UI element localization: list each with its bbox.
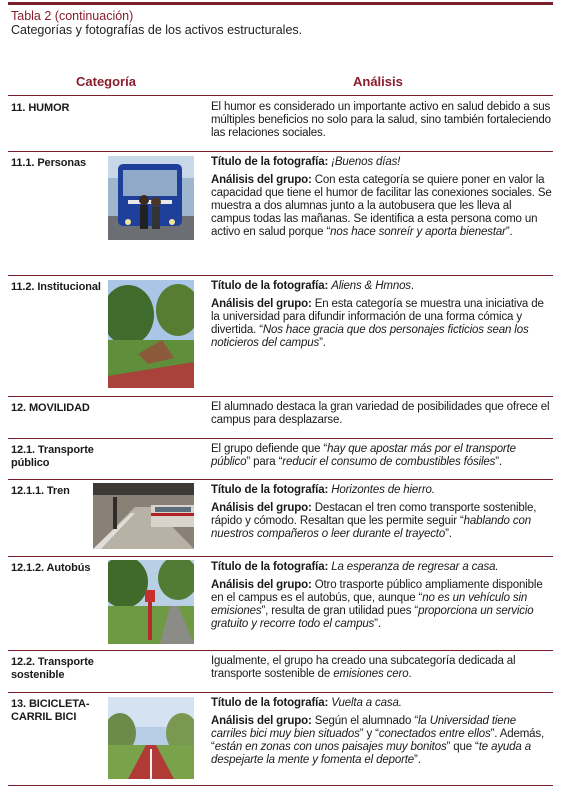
photo-title-label: Título de la fotografía:: [211, 484, 329, 496]
group-analysis-label: Análisis del grupo:: [211, 579, 312, 591]
analysis-quote: no es un vehículo sin emisiones: [211, 592, 528, 617]
photo-title-label: Título de la fotografía:: [211, 280, 329, 292]
analysis-text: En esta categoría se muestra una iniciativa de la universidad para difundir información de una forma cómica y divertida. “: [211, 298, 544, 336]
analysis-text: ” para “: [246, 456, 283, 468]
category-label: 11. HUMOR: [11, 102, 70, 114]
analysis-quote: te ayuda a despejarte la mente y fomenta el deporte: [211, 741, 531, 766]
table-row: [8, 396, 553, 439]
table-row: [8, 650, 553, 693]
header-category: Categoría: [76, 74, 136, 89]
analysis-end: ”.: [495, 456, 502, 468]
group-analysis-label: Análisis del grupo:: [211, 715, 312, 727]
photo-title-label: Título de la fotografía:: [211, 156, 329, 168]
analysis-quote: reducir el consumo de combustibles fósiles: [282, 456, 496, 468]
analysis-end: ”.: [445, 528, 452, 540]
category-label: 12. MOVILIDAD: [11, 402, 90, 414]
photo-title: ¡Buenos días!: [331, 156, 401, 168]
analysis-quote: hablando con nuestros compañeros o leer durante el trayecto: [211, 515, 531, 540]
table-caption: [11, 9, 551, 38]
table-header: [8, 73, 553, 96]
analysis-text: El grupo defiende que “: [211, 443, 328, 455]
header-analysis: Análisis: [353, 74, 403, 89]
analysis-cell: [211, 443, 553, 474]
analysis-text: El humor es considerado un importante activo en salud debido a sus múltiples beneficios no solo para la salud, sino también fortaleciendo las relaciones sociales.: [211, 101, 551, 139]
category-label: 12.2. Transporte sostenible: [11, 656, 94, 681]
table-row: [8, 556, 553, 651]
analysis-quote: la Universidad tiene carriles bici muy bien situados: [211, 715, 517, 740]
category-label: 11.1. Personas: [11, 157, 87, 169]
photo-title-label: Título de la fotografía:: [211, 561, 329, 573]
photo-title-label: Título de la fotografía:: [211, 697, 329, 709]
analysis-end: ”.: [374, 618, 381, 630]
photo-title: La esperanza de regresar a casa.: [331, 561, 499, 573]
category-label: 13. BICICLETA-CARRIL BICI: [11, 698, 90, 723]
analysis-quote: Nos hace gracia que dos personajes ficticios sean los noticieros del campus: [211, 324, 529, 349]
analysis-cell: [211, 655, 553, 686]
top-rule: [8, 2, 553, 5]
photo-title: Vuelta a casa.: [331, 697, 402, 709]
table-row: [8, 275, 553, 397]
category-label: 12.1.1. Tren: [11, 485, 70, 497]
analysis-cell: [211, 484, 553, 546]
analysis-text: Con esta categoría se quiere poner en valor la capacidad que tiene el humor de facilitar las conexiones sociales. Se muestra a dos alumnas junto a la autobusera que les lleva al campus todas las mañanas. Se identifica a esta persona como un activo en salud porque “: [211, 174, 552, 238]
group-analysis-label: Análisis del grupo:: [211, 174, 312, 186]
analysis-text: ”. Además, “: [211, 728, 545, 753]
table-row: [8, 479, 553, 557]
analysis-end: ”.: [319, 337, 326, 349]
table-row: [8, 692, 553, 786]
analysis-text: ”, resulta de gran utilidad pues “: [261, 605, 419, 617]
analysis-cell: [211, 697, 553, 772]
photo-title: Aliens & Hmnos: [331, 280, 411, 292]
analysis-cell: [211, 156, 553, 244]
analysis-cell: [211, 101, 553, 145]
analysis-quote: emisiones cero: [333, 668, 409, 680]
category-label: 12.1. Transporte público: [11, 444, 94, 469]
analysis-quote: proporciona un servicio gratuito y recorre todo el campus: [211, 605, 534, 630]
table-row: [8, 151, 553, 276]
bus-stop-photo-icon: [108, 560, 194, 644]
analysis-text: Igualmente, el grupo ha creado una subcategoría dedicada al transporte sostenible de: [211, 655, 516, 680]
bus-photo-icon: [108, 156, 194, 240]
caption-label: Tabla 2 (continuación): [11, 9, 134, 23]
group-analysis-label: Análisis del grupo:: [211, 502, 312, 514]
category-label: 11.2. Institucional: [11, 281, 101, 293]
bike-lane-photo-icon: [108, 697, 194, 779]
analysis-text: ” que “: [446, 741, 479, 753]
analysis-end: ”.: [505, 226, 513, 238]
analysis-text: Según el alumnado “: [314, 715, 418, 727]
analysis-text: Otro trasporte público ampliamente disponible en el campus es el autobús, que, aunque “: [211, 579, 543, 604]
photo-title: Horizontes de hierro.: [331, 484, 435, 496]
table-row: [8, 438, 553, 480]
analysis-end: ”.: [414, 754, 421, 766]
analysis-cell: [211, 401, 553, 432]
analysis-quote: hay que apostar más por el transporte público: [211, 443, 516, 468]
analysis-cell: [211, 280, 553, 355]
analysis-quote: conectados entre ellos: [378, 728, 491, 740]
caption-title: Categorías y fotografías de los activos estructurales.: [11, 23, 303, 37]
analysis-quote: están en zonas con unos paisajes muy bonitos: [214, 741, 447, 753]
photo-title-end: .: [410, 280, 414, 292]
campus-sculpture-photo-icon: [108, 280, 194, 388]
train-station-photo-icon: [93, 483, 194, 549]
group-analysis-label: Análisis del grupo:: [211, 298, 312, 310]
analysis-text: ” y “: [359, 728, 379, 740]
analysis-text: Destacan el tren como transporte sostenible, rápido y cómodo. Resaltan que les permite seguir “: [211, 502, 537, 527]
analysis-end: .: [408, 668, 412, 680]
analysis-quote: nos hace sonreír y aporta bienestar: [330, 226, 506, 238]
analysis-text: El alumnado destaca la gran variedad de posibilidades que ofrece el campus para desplazarse.: [211, 401, 550, 426]
category-label: 12.1.2. Autobús: [11, 562, 91, 574]
table-row: [8, 96, 553, 152]
analysis-cell: [211, 561, 553, 636]
